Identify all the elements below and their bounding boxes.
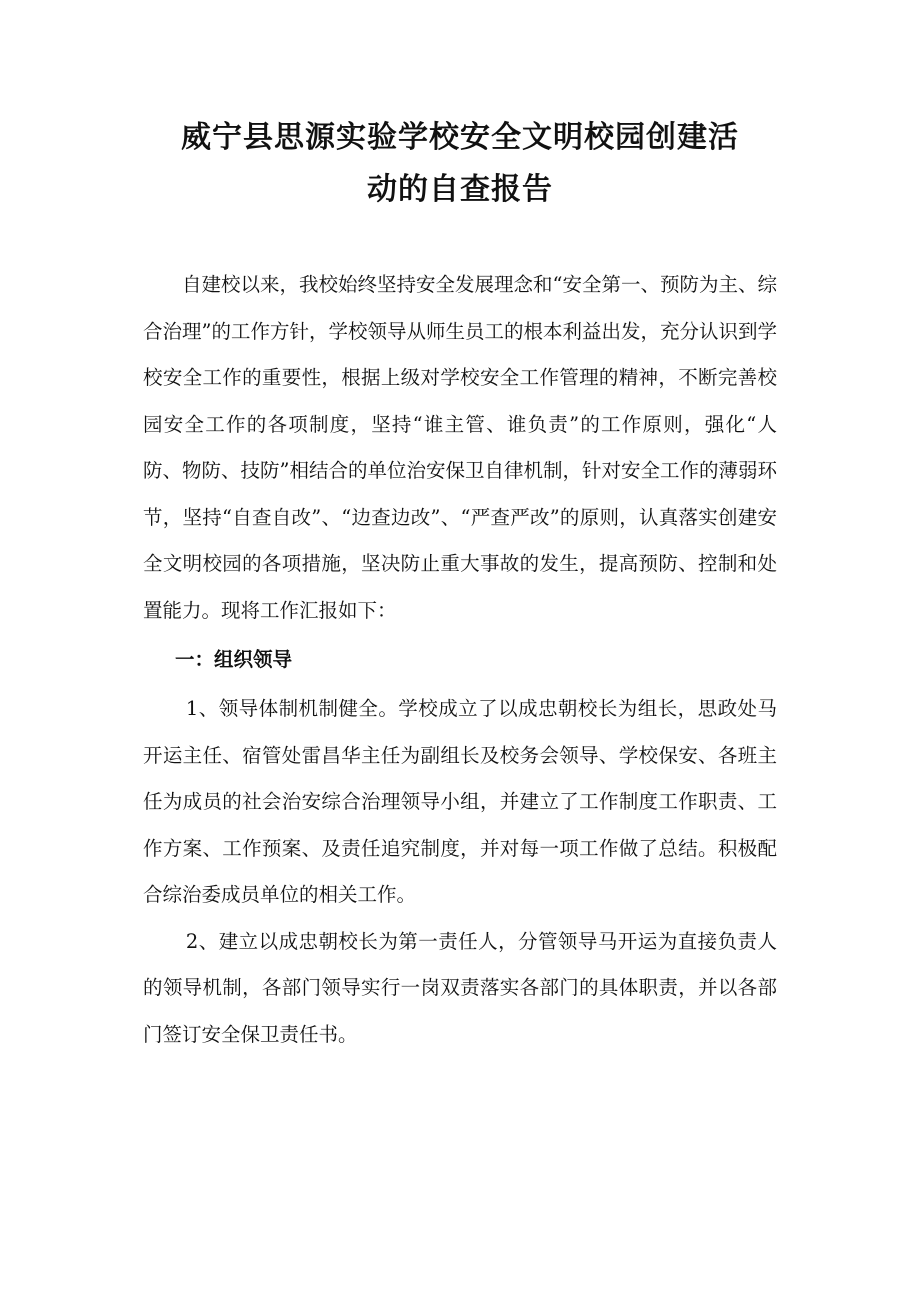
- item-paragraph-2: 2、建立以成忠朝校长为第一责任人，分管领导马开运为直接负责人的领导机制，各部门领导实行一岗双责落实各部门的具体职责，并以各部门签订安全保卫责任书。: [143, 929, 777, 1046]
- document-title: [130, 112, 790, 216]
- document-body: [143, 262, 777, 1058]
- title-line-1: 威宁县思源实验学校安全文明校园创建活: [181, 120, 739, 155]
- section-heading-organization: 一：组织领导: [175, 648, 293, 671]
- item-paragraph-1: 1、领导体制机制健全。学校成立了以成忠朝校长为组长，思政处马开运主任、宿管处雷昌华主任为副组长及校务会领导、学校保安、各班主任为成员的社会治安综合治理领导小组，并建立了工作制度工作职责、工作方案、工作预案、及责任追究制度，并对每一项工作做了总结。积极配合综治委成员单位的相关工作。: [143, 697, 777, 906]
- title-line-2: 动的自查报告: [367, 172, 553, 207]
- intro-paragraph: 自建校以来，我校始终坚持安全发展理念和“安全第一、预防为主、综合治理”的工作方针，学校领导从师生员工的根本利益出发，充分认识到学校安全工作的重要性，根据上级对学校安全工作管理的精神，不断完善校园安全工作的各项制度，坚持“谁主管、谁负责”的工作原则，强化“人防、物防、技防”相结合的单位治安保卫自律机制，针对安全工作的薄弱环节，坚持“自查自改”、“边查边改”、“严查严改”的原则，认真落实创建安全文明校园的各项措施，坚决防止重大事故的发生，提高预防、控制和处置能力。现将工作汇报如下：: [143, 273, 777, 622]
